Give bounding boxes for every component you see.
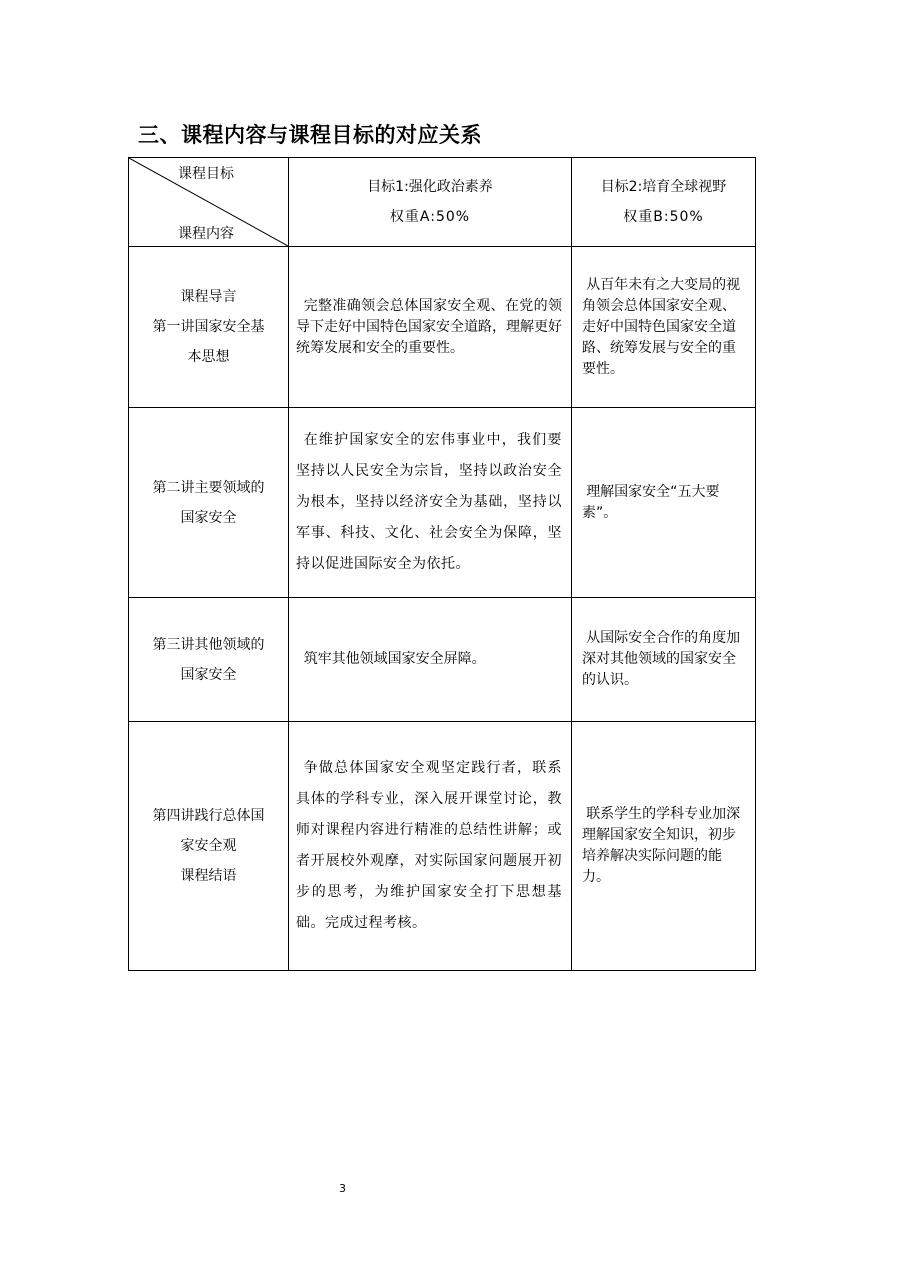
corner-content-label: 课程内容: [178, 226, 234, 242]
goal2-text: 联系学生的学科专业加深理解国家安全知识，初步培养解决实际问题的能力。: [582, 806, 741, 885]
goal1-title: 目标1:强化政治素养: [367, 179, 493, 195]
goal1-text: 在维护国家安全的宏伟事业中，我们要坚持以人民安全为宗旨，坚持以政治安全为根本，坚持以经济安全为基础，坚持以军事、科技、文化、社会安全为保障，坚持以促进国际安全为依托。: [296, 432, 562, 572]
content-cell: [129, 247, 289, 408]
content-cell: [129, 722, 289, 971]
content-line: 第一讲国家安全基: [152, 319, 265, 335]
goal2-cell: [572, 247, 756, 408]
goal1-text: 完整准确领会总体国家安全观、在党的领导下走好中国特色国家安全道路，理解更好统筹发展和安全的重要性。: [296, 297, 562, 356]
goal1-cell: [289, 598, 572, 722]
goal1-cell: [289, 247, 572, 408]
goal1-weight: 权重A:50%: [389, 209, 471, 225]
section-heading: 三、课程内容与课程目标的对应关系: [138, 123, 482, 147]
goal2-title: 目标2:培育全球视野: [600, 179, 727, 195]
content-line: 第二讲主要领域的: [152, 479, 265, 496]
course-goal-mapping-table: [128, 157, 756, 971]
goal2-text: 从百年未有之大变局的视角领会总体国家安全观、走好中国特色国家安全道路、统筹发展与安全的重要性。: [582, 276, 741, 377]
content-line: 国家安全: [180, 666, 237, 683]
page-number: 3: [339, 1182, 346, 1195]
content-line: 本思想: [187, 349, 230, 365]
content-cell: [129, 408, 289, 598]
content-line: 课程导言: [180, 289, 237, 305]
table-row: [129, 598, 756, 722]
goal2-header: [572, 158, 756, 247]
goal1-header: [289, 158, 572, 247]
content-line: 课程结语: [180, 868, 237, 884]
goal2-text: 从国际安全合作的角度加深对其他领域的国家安全的认识。: [582, 630, 741, 688]
goal2-cell: [572, 408, 756, 598]
diagonal-header-cell: [129, 158, 289, 247]
table-row: [129, 247, 756, 408]
content-line: 国家安全: [180, 509, 237, 526]
goal2-cell: [572, 598, 756, 722]
content-line: 家安全观: [180, 838, 237, 854]
goal2-weight: 权重B:50%: [623, 209, 704, 225]
goal2-text: 理解国家安全“五大要素”。: [582, 483, 720, 521]
goal1-cell: [289, 722, 572, 971]
goal1-text: 筑牢其他领域国家安全屏障。: [303, 651, 486, 667]
content-line: 第四讲践行总体国: [152, 808, 265, 824]
table-row: [129, 408, 756, 598]
goal1-cell: [289, 408, 572, 598]
content-line: 第三讲其他领域的: [152, 636, 265, 653]
goal2-cell: [572, 722, 756, 971]
table-header-row: [129, 158, 756, 247]
table-row: [129, 722, 756, 971]
goal1-text: 争做总体国家安全观坚定践行者，联系具体的学科专业，深入展开课堂讨论，教师对课程内容进行精准的总结性讲解；或者开展校外观摩，对实际国家问题展开初步的思考，为维护国家安全打下思想基础。完成过程考核。: [296, 760, 562, 931]
corner-goal-label: 课程目标: [178, 166, 234, 182]
content-cell: [129, 598, 289, 722]
